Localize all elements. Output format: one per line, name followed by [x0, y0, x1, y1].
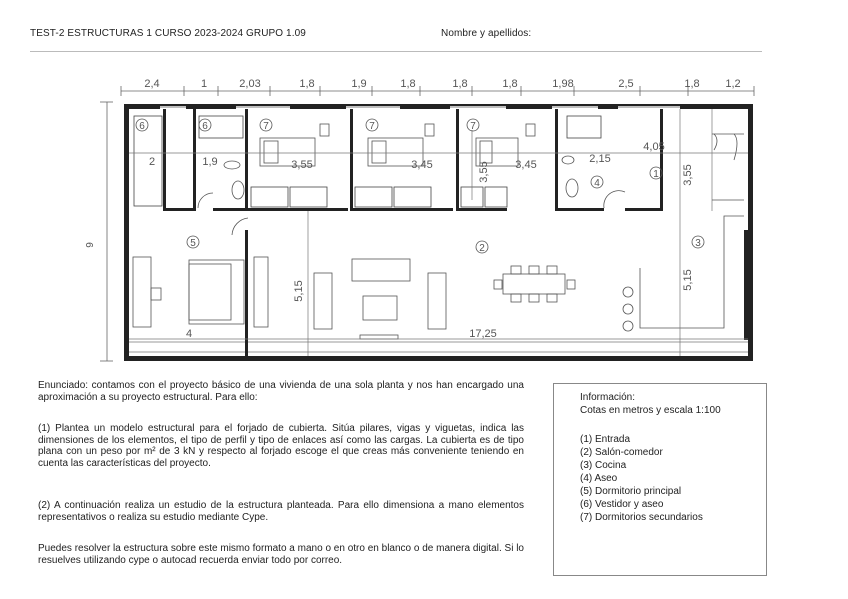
room-tag-aseo: 4 [594, 178, 600, 189]
dim-entrada-vertical: 3,55 [682, 164, 694, 186]
info-room-2: (2) Salón-comedor [580, 447, 663, 458]
statement-intro: Enunciado: contamos con el proyecto básico de una vivienda de una sola planta y nos han encargado una aproximación a su proyecto estructural. Para ello: [38, 380, 524, 403]
room-tag-entrada: 1 [653, 169, 659, 180]
room-tag-cocina: 3 [695, 238, 701, 249]
dim-dormitorio-2: 3,45 [411, 159, 433, 171]
dim-dormitorio-principal: 4 [185, 328, 193, 340]
statement-task-2: (2) A continuación realiza un estudio de la estructura planteada. Para ello dimensiona a mano elementos representativos o realiza su estudio mediante Cype. [38, 500, 524, 523]
info-room-7: (7) Dormitorios secundarios [580, 512, 703, 523]
test-title: TEST-2 ESTRUCTURAS 1 CURSO 2023-2024 GRUPO 1.09 [30, 28, 306, 39]
info-room-5: (5) Dormitorio principal [580, 486, 682, 497]
furniture [133, 124, 744, 339]
statement-submission: Puedes resolver la estructura sobre este mismo formato a mano o en otro en blanco o de manera digital. Si lo resuelves utilizando cype o autocad recuerda enviar todo por correo. [38, 543, 524, 566]
top-dim-3: 2,03 [239, 78, 261, 90]
room-tag-dormitorio-principal: 5 [190, 238, 196, 249]
dim-salon: 17,25 [469, 328, 497, 340]
info-room-6: (6) Vestidor y aseo [580, 499, 664, 510]
dim-cocina-vertical: 5,15 [682, 269, 694, 291]
top-dim-11: 1,8 [684, 78, 700, 90]
room-tag-aseo-principal: 6 [202, 121, 208, 132]
top-dim-8: 1,8 [502, 78, 518, 90]
info-title: Información: [580, 392, 636, 403]
room-tag-dormitorio-1: 7 [263, 121, 269, 132]
top-dim-1: 2,4 [144, 78, 160, 90]
info-room-4: (4) Aseo [580, 473, 618, 484]
room-tag-dormitorio-2: 7 [369, 121, 375, 132]
dim-salon-vertical: 5,15 [293, 280, 305, 302]
dim-dormitorio-3-vertical: 3,55 [478, 161, 490, 183]
dim-dormitorio-1: 3,55 [291, 159, 313, 171]
top-dim-7: 1,8 [452, 78, 468, 90]
statement-task-1: (1) Plantea un modelo estructural para el forjado de cubierta. Sitúa pilares, vigas y viguetas, indica las dimensiones de los elementos, el tipo de perfil y tipo de enlaces así como las cargas. La cubierta es de tipo plana con un peso por m² de 3 kN y respecto al forjado escoge el que creas más conveniente teniendo en cuenta las características del proyecto. [38, 423, 524, 469]
room-tag-vestidor: 6 [139, 121, 145, 132]
top-dim-2: 1 [200, 78, 208, 90]
room-tag-salon: 2 [479, 243, 485, 254]
dim-dormitorio-3: 3,45 [515, 159, 537, 171]
dim-aseo-principal: 1,9 [202, 156, 218, 168]
top-dim-9: 1,98 [552, 78, 574, 90]
dim-vestidor: 2 [148, 156, 156, 168]
dim-entrada: 4,05 [643, 141, 665, 153]
top-dim-5: 1,9 [351, 78, 367, 90]
info-scale: Cotas en metros y escala 1:100 [580, 405, 721, 416]
room-tag-dormitorio-3: 7 [470, 121, 476, 132]
top-dim-4: 1,8 [299, 78, 315, 90]
left-dimension-line [100, 102, 113, 361]
top-dim-10: 2,5 [618, 78, 634, 90]
info-room-3: (3) Cocina [580, 460, 627, 471]
info-room-1: (1) Entrada [580, 434, 631, 445]
name-label: Nombre y apellidos: [441, 28, 532, 39]
top-dimension-line [121, 86, 754, 96]
left-dim: 9 [85, 242, 96, 248]
top-dim-6: 1,8 [400, 78, 416, 90]
dim-aseo: 2,15 [589, 153, 611, 165]
top-dim-12: 1,2 [725, 78, 741, 90]
